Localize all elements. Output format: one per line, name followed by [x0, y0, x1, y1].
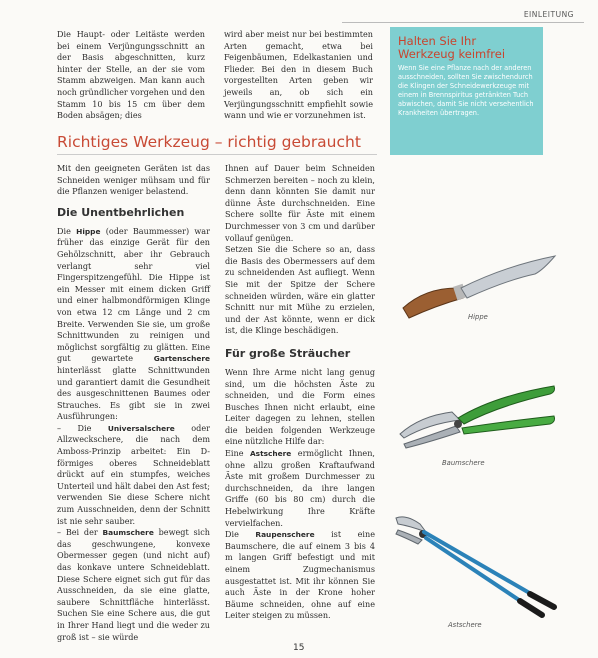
page-number: 15	[293, 643, 305, 653]
section-title: Richtiges Werkzeug – richtig gebraucht	[57, 133, 361, 151]
paragraph-astschere	[225, 448, 375, 529]
tip-box-text: Wenn Sie eine Pflanze nach der anderen ausschneiden, sollten Sie zwischendurch die Klingen der Schneidewerkzeuge mit einem in Brennspiritus getränkten Tuch abwischen, damit Sie nicht versehentlich Krankheiten übertragen.	[398, 64, 534, 117]
keyword-universalschere: Universalschere	[107, 423, 175, 433]
text: Die	[225, 529, 256, 540]
text: oder Allzweckschere, die nach dem Amboss-Prinzip arbeitet: Ein D-förmiges oberes Schneideblatt drückt auf ein stumpfes, weiches Unterteil und hält dabei den Ast fest; verwenden Sie diese Schere nicht zum Ausschneiden, denn der Schnitt ist nie sehr sauber.	[57, 422, 211, 526]
subheading-large-shrubs: Für große Sträucher	[225, 346, 351, 360]
astschere-lower-blade	[396, 530, 422, 544]
paragraph-universalschere	[57, 423, 210, 527]
subheading-essentials: Die Unentbehrlichen	[57, 205, 185, 219]
text: Eine	[225, 448, 250, 459]
baumschere-illustration	[394, 372, 562, 454]
intro-column-2: wird aber meist nur bei bestimmten Arten gemacht, etwa bei Feigenbäumen, Edelkastanien und Flieder. Bei den in diesem Buch vorgestellten Arten geben wir jeweils an, ob sich ein Verjüngungsschnitt empfiehlt sowie wann und wie er vorzunehmen ist.	[224, 29, 373, 121]
astschere-upper-blade	[396, 517, 426, 532]
text: ist eine Baumschere, die auf einem 3 bis 4 m langen Griff befestigt und mit einem Zugmechanismus ausgestattet ist. Mit ihr können Sie auch Äste in der Krone hoher Bäume schneiden, ohne auf eine Leiter steigen zu müssen.	[225, 529, 375, 621]
hippe-handle	[403, 288, 463, 318]
keyword-baumschere: Baumschere	[102, 528, 154, 538]
header-rule	[342, 22, 584, 23]
text: Die	[57, 225, 77, 236]
tip-box	[390, 27, 543, 155]
astschere-grip-1	[530, 594, 554, 607]
running-header: EINLEITUNG	[523, 10, 574, 19]
intro-column-1: Die Haupt- oder Leitäste werden bei einem Verjüngungsschnitt an der Basis abgeschnitten, kurz hinter der Stelle, an der sie vom Stamm abzweigen. Man kann auch noch gründlicher vorgehen und den Stamm 10 bis 15 cm über dem Boden absägen; dies	[57, 29, 205, 121]
body-column-b	[225, 163, 375, 622]
caption-baumschere: Baumschere	[442, 459, 485, 467]
paragraph-raupenschere	[225, 529, 375, 622]
hippe-illustration	[395, 240, 565, 320]
caption-astschere: Astschere	[448, 621, 482, 629]
tip-box-title-line-1: Halten Sie Ihr	[398, 34, 477, 48]
keyword-raupenschere: Raupenschere	[255, 530, 315, 540]
paragraph-technique: Setzen Sie die Schere so an, dass die Basis des Obermessers auf dem zu schneidenden Ast aufliegt. Wenn Sie mit der Spitze der Schere schneiden würden, wäre ein glatter Schnitt nur mit Mühe zu erzielen, und der Ast könnte, wenn er dick ist, die Klinge beschädigen.	[225, 244, 375, 336]
tip-box-title	[398, 35, 535, 60]
text: hinterlässt glatte Schnittwunden und garantiert damit die Gesundheit des ausgeschnittenen Baumes oder Strauches. Es gibt sie in zwei Ausführungen:	[57, 364, 210, 422]
text: – Bei der	[57, 527, 103, 538]
hippe-blade	[461, 256, 555, 298]
keyword-hippe: Hippe	[76, 226, 101, 236]
section-intro: Mit den geeigneten Geräten ist das Schneiden weniger mühsam und für die Pflanzen weniger belastend.	[57, 163, 210, 197]
caption-hippe: Hippe	[468, 313, 488, 321]
body-column-a	[57, 163, 210, 643]
astschere-illustration	[392, 510, 567, 618]
text: ermöglicht Ihnen, ohne allzu großen Kraftaufwand Äste mit großem Durchmesser zu durchschneiden, da ihre langen Griffe (60 bis 80 cm) durch die Hebelwirkung Ihre Kräfte vervielfachen.	[225, 448, 375, 528]
paragraph-continuation: Ihnen auf Dauer beim Schneiden Schmerzen bereiten – noch zu klein, denn dann könnten Sie damit nur dünne Äste durchschneiden. Eine Schere sollte für Äste mit einem Durchmesser von 3 cm und darüber vollauf genügen.	[225, 163, 375, 243]
paragraph-large-shrubs: Wenn Ihre Arme nicht lang genug sind, um die höchsten Äste zu schneiden, und die Form eines Busches Ihnen nicht erlaubt, eine Leiter dagegen zu lehnen, stellen die beiden folgenden Werkzeuge eine nützliche Hilfe dar:	[225, 366, 375, 447]
keyword-astschere: Astschere	[249, 449, 292, 459]
paragraph-baumschere	[57, 527, 210, 643]
astschere-grip-2	[520, 601, 542, 615]
text: (oder Baummesser) war früher das einzige Gerät für den Gehölzschnitt, aber ihr Gebrauch verlangt sehr viel Fingerspitzengefühl. Die Hippe ist ein Messer mit einem dicken Griff und einer halbmondförmigen Klinge von etwa 12 cm Länge und 2 cm Breite. Verwenden Sie sie, um große Schnittwunden zu reinigen und möglichst sorgfältig zu glätten. Eine gut gewartete	[57, 225, 210, 364]
text: bewegt sich das geschwungene, konvexe Obermesser gegen (und nicht auf) das konkave untere Schneideblatt. Diese Schere eignet sich gut für das Ausschneiden, da sie eine glatte, saubere Schnittfläche hinterlässt. Suchen Sie eine Schere aus, die gut in Ihrer Hand liegt und die weder zu groß ist – sie würde	[57, 527, 210, 642]
paragraph-hippe	[57, 226, 210, 423]
tip-box-title-line-2: Werkzeug keimfrei	[398, 46, 506, 61]
keyword-gartenschere: Gartenschere	[153, 354, 210, 364]
section-rule	[57, 154, 377, 155]
baumschere-handle-lower	[462, 416, 555, 434]
text: – Die	[57, 422, 108, 433]
